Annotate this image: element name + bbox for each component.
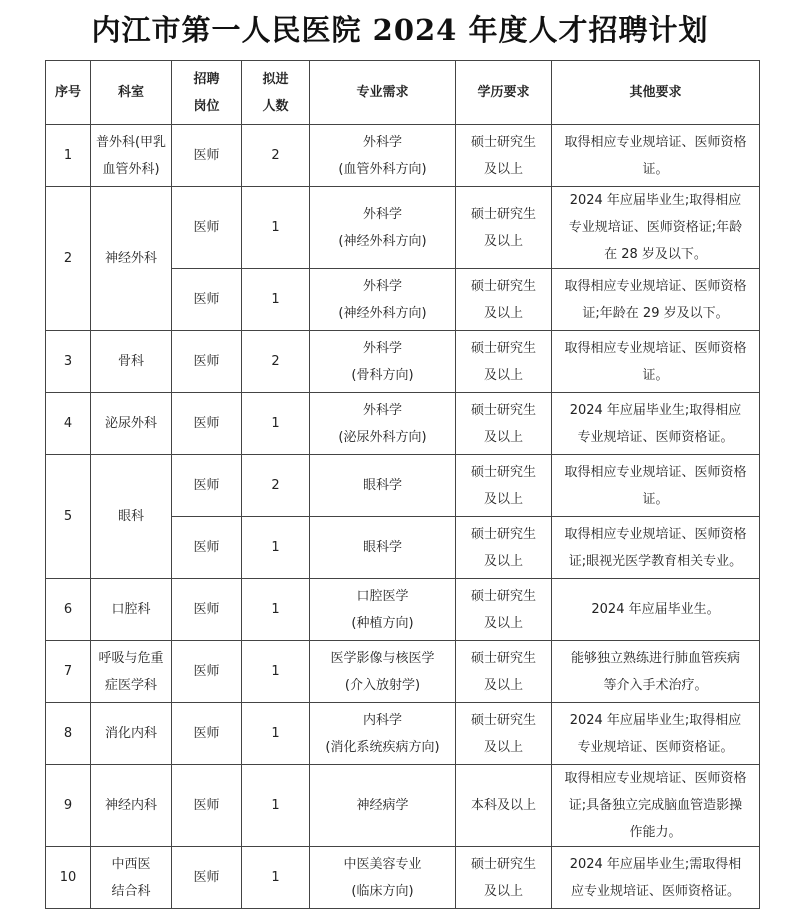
cell-major: 医学影像与核医学 (介入放射学) (310, 641, 456, 703)
cell-num: 1 (242, 269, 310, 331)
cell-other: 2024 年应届毕业生;需取得相 应专业规培证、医师资格证。 (552, 847, 760, 909)
cell-post: 医师 (172, 703, 242, 765)
header-row (46, 61, 760, 125)
header-edu: 学历要求 (456, 61, 552, 125)
cell-num: 1 (242, 579, 310, 641)
cell-edu: 硕士研究生 及以上 (456, 847, 552, 909)
cell-other: 2024 年应届毕业生。 (552, 579, 760, 641)
cell-seq: 6 (46, 579, 91, 641)
cell-other: 能够独立熟练进行肺血管疾病 等介入手术治疗。 (552, 641, 760, 703)
cell-major: 外科学 (泌尿外科方向) (310, 393, 456, 455)
cell-other: 2024 年应届毕业生;取得相应 专业规培证、医师资格证。 (552, 703, 760, 765)
page-title: 内江市第一人民医院 2024 年度人才招聘计划 (91, 13, 709, 47)
cell-post: 医师 (172, 579, 242, 641)
cell-major: 外科学 (骨科方向) (310, 331, 456, 393)
cell-major: 外科学 (血管外科方向) (310, 125, 456, 187)
cell-dept: 骨科 (91, 331, 172, 393)
cell-seq: 3 (46, 331, 91, 393)
header-num: 拟进 人数 (242, 61, 310, 125)
header-post: 招聘 岗位 (172, 61, 242, 125)
cell-major: 口腔医学 (种植方向) (310, 579, 456, 641)
cell-other: 取得相应专业规培证、医师资格 证。 (552, 331, 760, 393)
cell-dept: 消化内科 (91, 703, 172, 765)
cell-other: 取得相应专业规培证、医师资格 证。 (552, 455, 760, 517)
cell-major: 眼科学 (310, 455, 456, 517)
cell-edu: 硕士研究生 及以上 (456, 187, 552, 269)
cell-num: 1 (242, 641, 310, 703)
cell-major: 外科学 (神经外科方向) (310, 269, 456, 331)
cell-major: 中医美容专业 (临床方向) (310, 847, 456, 909)
cell-dept: 神经内科 (91, 765, 172, 847)
header-seq: 序号 (46, 61, 91, 125)
cell-post: 医师 (172, 331, 242, 393)
cell-edu: 硕士研究生 及以上 (456, 455, 552, 517)
cell-num: 2 (242, 455, 310, 517)
table-row (46, 125, 760, 187)
cell-major: 外科学 (神经外科方向) (310, 187, 456, 269)
recruitment-table (45, 60, 760, 909)
cell-edu: 硕士研究生 及以上 (456, 703, 552, 765)
cell-num: 1 (242, 393, 310, 455)
table-row (46, 703, 760, 765)
cell-edu: 硕士研究生 及以上 (456, 517, 552, 579)
table-row (46, 765, 760, 847)
cell-post: 医师 (172, 269, 242, 331)
cell-post: 医师 (172, 517, 242, 579)
header-dept: 科室 (91, 61, 172, 125)
table-row (46, 847, 760, 909)
table-body (46, 125, 760, 909)
cell-other: 2024 年应届毕业生;取得相应 专业规培证、医师资格证。 (552, 393, 760, 455)
cell-post: 医师 (172, 125, 242, 187)
cell-dept: 神经外科 (91, 187, 172, 331)
cell-dept: 眼科 (91, 455, 172, 579)
cell-dept: 中西医 结合科 (91, 847, 172, 909)
cell-edu: 本科及以上 (456, 765, 552, 847)
cell-other: 取得相应专业规培证、医师资格 证;具备独立完成脑血管造影操 作能力。 (552, 765, 760, 847)
cell-dept: 口腔科 (91, 579, 172, 641)
cell-post: 医师 (172, 187, 242, 269)
cell-post: 医师 (172, 847, 242, 909)
table-row (46, 187, 760, 269)
cell-seq: 8 (46, 703, 91, 765)
cell-num: 1 (242, 765, 310, 847)
cell-edu: 硕士研究生 及以上 (456, 125, 552, 187)
cell-major: 神经病学 (310, 765, 456, 847)
cell-post: 医师 (172, 455, 242, 517)
cell-post: 医师 (172, 393, 242, 455)
cell-seq: 2 (46, 187, 91, 331)
cell-other: 取得相应专业规培证、医师资格 证;年龄在 29 岁及以下。 (552, 269, 760, 331)
header-other: 其他要求 (552, 61, 760, 125)
cell-post: 医师 (172, 641, 242, 703)
cell-num: 2 (242, 331, 310, 393)
cell-dept: 普外科(甲乳 血管外科) (91, 125, 172, 187)
cell-major: 眼科学 (310, 517, 456, 579)
cell-seq: 10 (46, 847, 91, 909)
table-row (46, 641, 760, 703)
cell-seq: 5 (46, 455, 91, 579)
cell-other: 取得相应专业规培证、医师资格 证。 (552, 125, 760, 187)
cell-edu: 硕士研究生 及以上 (456, 331, 552, 393)
cell-other: 取得相应专业规培证、医师资格 证;眼视光医学教育相关专业。 (552, 517, 760, 579)
cell-dept: 泌尿外科 (91, 393, 172, 455)
cell-seq: 4 (46, 393, 91, 455)
cell-num: 1 (242, 517, 310, 579)
cell-edu: 硕士研究生 及以上 (456, 579, 552, 641)
cell-num: 1 (242, 187, 310, 269)
cell-post: 医师 (172, 765, 242, 847)
table-row (46, 455, 760, 517)
cell-other: 2024 年应届毕业生;取得相应 专业规培证、医师资格证;年龄 在 28 岁及以下。 (552, 187, 760, 269)
table-row (46, 331, 760, 393)
cell-seq: 7 (46, 641, 91, 703)
cell-num: 2 (242, 125, 310, 187)
cell-major: 内科学 (消化系统疾病方向) (310, 703, 456, 765)
header-major: 专业需求 (310, 61, 456, 125)
cell-edu: 硕士研究生 及以上 (456, 269, 552, 331)
cell-dept: 呼吸与危重 症医学科 (91, 641, 172, 703)
cell-seq: 1 (46, 125, 91, 187)
cell-num: 1 (242, 847, 310, 909)
cell-edu: 硕士研究生 及以上 (456, 641, 552, 703)
table-row (46, 579, 760, 641)
cell-num: 1 (242, 703, 310, 765)
table-row (46, 393, 760, 455)
cell-seq: 9 (46, 765, 91, 847)
cell-edu: 硕士研究生 及以上 (456, 393, 552, 455)
